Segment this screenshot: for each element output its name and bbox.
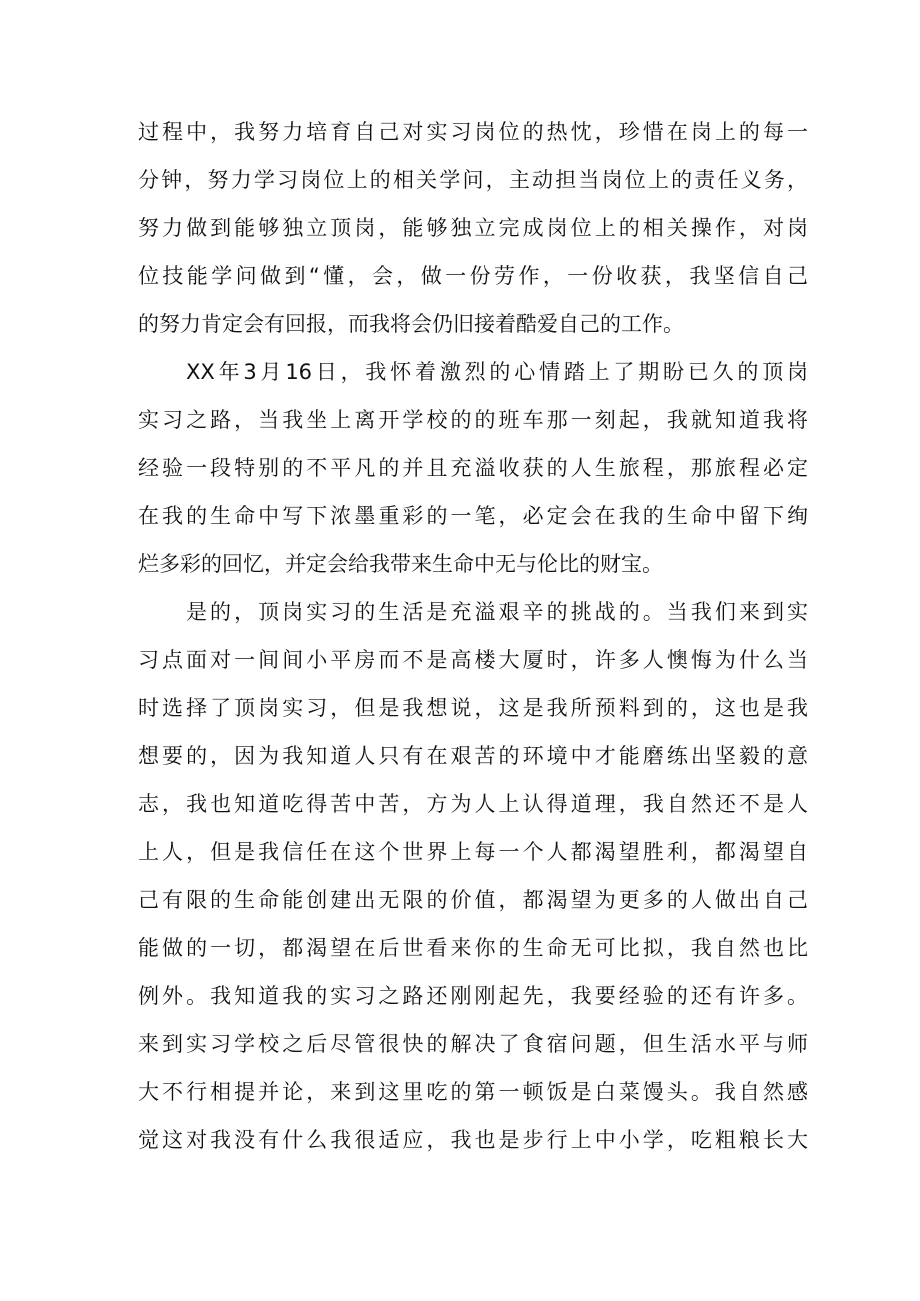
text-line: 过程中，我努力培育自己对实习岗位的热忱，珍惜在岗上的每一 (138, 120, 808, 144)
text-line: 觉这对我没有什么我很适应，我也是步行上中小学，吃粗粮长大 (138, 1128, 808, 1152)
text-line: 想要的，因为我知道人只有在艰苦的环境中才能磨练出坚毅的意 (138, 744, 808, 768)
text-line: 习点面对一间间小平房而不是高楼大厦时，许多人懊悔为什么当 (138, 648, 808, 672)
text-line: 努力做到能够独立顶岗，能够独立完成岗位上的相关操作，对岗 (138, 216, 808, 240)
text-line: 是的，顶岗实习的生活是充溢艰辛的挑战的。当我们来到实 (186, 600, 808, 624)
text-line: 实习之路，当我坐上离开学校的的班车那一刻起，我就知道我将 (138, 408, 808, 432)
text-line: 志，我也知道吃得苦中苦，方为人上认得道理，我自然还不是人 (138, 792, 808, 816)
text-line: 烂多彩的回忆，并定会给我带来生命中无与伦比的财宝。 (138, 552, 663, 576)
text-line: 位技能学问做到“懂，会，做一份劳作，一份收获，我坚信自己 (138, 264, 808, 288)
text-line: 在我的生命中写下浓墨重彩的一笔，必定会在我的生命中留下绚 (138, 504, 808, 528)
text-line: 时选择了顶岗实习，但是我想说，这是我所预料到的，这也是我 (138, 696, 808, 720)
text-line: 经验一段特别的不平凡的并且充溢收获的人生旅程，那旅程必定 (138, 456, 808, 480)
text-line: 上人，但是我信任在这个世界上每一个人都渴望胜利，都渴望自 (138, 840, 808, 864)
text-line: 己有限的生命能创建出无限的价值，都渴望为更多的人做出自己 (138, 888, 808, 912)
text-line: 例外。我知道我的实习之路还刚刚起先，我要经验的还有许多。 (138, 984, 808, 1008)
text-line: 分钟，努力学习岗位上的相关学问，主动担当岗位上的责任义务， (138, 168, 808, 192)
text-line: 的努力肯定会有回报，而我将会仍旧接着酷爱自己的工作。 (138, 312, 684, 336)
text-line: 来到实习学校之后尽管很快的解决了食宿问题，但生活水平与师 (138, 1032, 808, 1056)
text-line: XX年3月16日，我怀着激烈的心情踏上了期盼已久的顶岗 (186, 360, 808, 384)
text-line: 能做的一切，都渴望在后世看来你的生命无可比拟，我自然也比 (138, 936, 808, 960)
text-line: 大不行相提并论，来到这里吃的第一顿饭是白菜馒头。我自然感 (138, 1080, 808, 1104)
